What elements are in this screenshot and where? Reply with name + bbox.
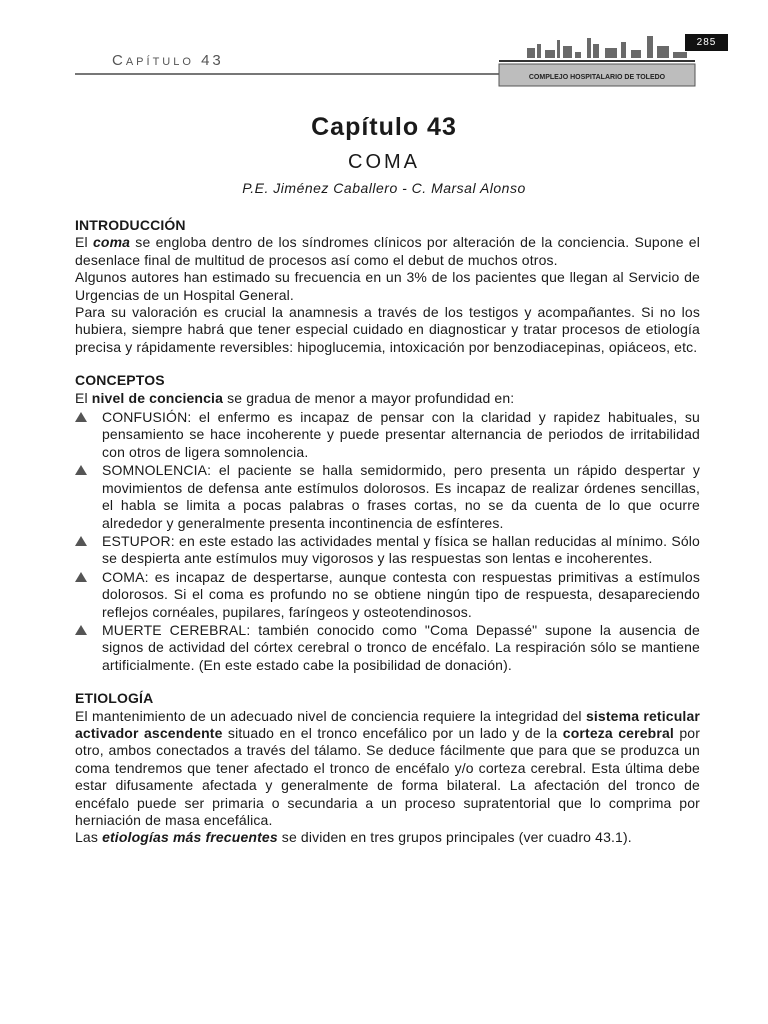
intro-heading: INTRODUCCIÓN (75, 217, 186, 233)
consciousness-levels-list (75, 409, 700, 674)
header-rule (75, 73, 500, 75)
intro-paragraph-2: Algunos autores han estimado su frecuencia en un 3% de los pacientes que llegan al Servicio de Urgencias de un Hospital General. (75, 269, 700, 303)
authors: P.E. Jiménez Caballero - C. Marsal Alonso (242, 180, 526, 196)
chapter-body (75, 217, 700, 847)
intro-paragraph-3: Para su valoración es crucial la anamnesis a través de los testigos y acompañantes. Si no los hubiera, siempre habrá que tener especial cuidado en diagnosticar y tratar procesos de etiología precisa y rápidamente reversibles: hipoglucemia, intoxicación por benzodiacepinas, opiáceos, etc. (75, 304, 700, 355)
triangle-bullet-icon (75, 572, 87, 582)
concepts-lead: El nivel de conciencia se gradua de menor a mayor profundidad en: (75, 389, 515, 406)
triangle-bullet-icon (75, 536, 87, 546)
triangle-bullet-icon (75, 625, 87, 635)
list-item: ESTUPOR: en este estado las actividades mental y física se hallan reducidas al mínimo. Sólo se despierta ante estímulos muy vigorosos y las respuestas son lentas e incoherentes. (75, 533, 700, 568)
running-head: Capítulo 43 (112, 52, 224, 69)
concepts-heading: CONCEPTOS (75, 372, 165, 389)
etiology-heading: ETIOLOGÍA (75, 690, 154, 707)
list-item: CONFUSIÓN: el enfermo es incapaz de pensar con la claridad y rapidez habituales, su pensamiento se hace incoherente y puede presentar alternancia de periodos de irritabilidad con otros de ligera somnolencia. (75, 409, 700, 461)
etiology-paragraph-1: El mantenimiento de un adecuado nivel de conciencia requiere la integridad del sistema reticular activador ascendente situado en el tronco encefálico por un lado y de la corteza cerebral por otro, ambos conectados a través del tálamo. Se deduce fácilmente que para que se produzca un coma tendremos que tener afectado el tronco de encéfalo y/o corteza cerebral. Esta última debe estar difusamente afectada y generalmente de forma bilateral. La afectación del tronco de encéfalo puede ser primaria o secundaria a un proceso supratentorial que lo comprima por herniación de masa encefálica. (75, 707, 701, 828)
intro-paragraph-1: El coma se engloba dentro de los síndromes clínicos por alteración de la conciencia. Supone el desenlace final de multitud de procesos así como el debut de muchos otros. (75, 234, 701, 268)
list-item: COMA: es incapaz de despertarse, aunque contesta con respuestas primitivas a estímulos dolorosos. Si el coma es profundo no se obtiene ningún tipo de respuesta, desapareciendo reflejos cornéales, pupilares, faríngeos y osteotendinosos. (75, 569, 700, 621)
list-item: MUERTE CEREBRAL: también conocido como "Coma Depassé" supone la ausencia de signos de actividad del córtex cerebral o tronco de encéfalo. La respiración sólo se mantiene artificialmente. (En este estado cabe la posibilidad de donación). (75, 622, 700, 674)
etiology-paragraph-2: Las etiologías más frecuentes se dividen en tres grupos principales (ver cuadro 43.1). (75, 829, 632, 846)
hospital-logo (497, 30, 697, 92)
triangle-bullet-icon (75, 465, 87, 475)
page-number: 285 (685, 34, 728, 51)
chapter-title: Capítulo 43 (311, 113, 457, 141)
chapter-subtitle: COMA (348, 151, 420, 173)
logo-caption: COMPLEJO HOSPITALARIO DE TOLEDO (528, 74, 666, 81)
triangle-bullet-icon (75, 412, 87, 422)
list-item: SOMNOLENCIA: el paciente se halla semidormido, pero presenta un rápido despertar y movimientos de defensa ante estímulos dolorosos. Es incapaz de realizar órdenes sencillas, el habla se limita a pocas palabras o frases cortas, no se da cuenta de lo que ocurre alrededor y generalmente presenta incontinencia de esfínteres. (75, 462, 700, 532)
